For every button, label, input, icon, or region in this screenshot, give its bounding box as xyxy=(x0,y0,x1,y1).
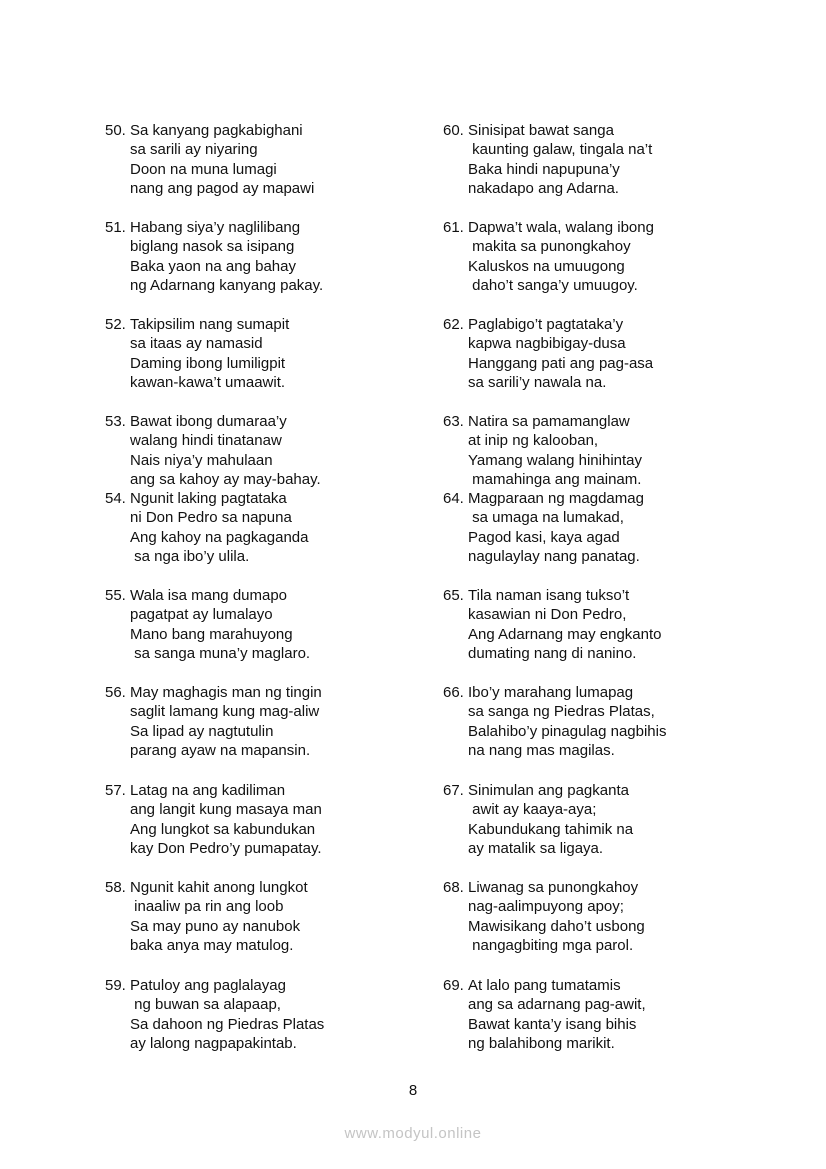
verse-line: awit ay kaaya-aya; xyxy=(468,801,597,819)
verse-line: Latag na ang kadiliman xyxy=(130,782,286,799)
stanza-lines xyxy=(468,121,652,199)
verse-line: pagatpat ay lumalayo xyxy=(130,606,273,624)
verse-line: sa sanga muna’y maglaro. xyxy=(130,645,311,663)
verse-line: sa sarili ay niyaring xyxy=(130,141,258,159)
verse-line: sa sanga ng Piedras Platas, xyxy=(468,703,655,721)
verse-line: baka anya may matulog. xyxy=(130,937,294,955)
stanza-lines xyxy=(130,412,321,490)
stanza-lines xyxy=(468,489,644,567)
verse-line: Balahibo’y pinagulag nagbihis xyxy=(468,722,667,740)
verse-line: inaaliw pa rin ang loob xyxy=(130,898,284,916)
stanza-number: 52. xyxy=(105,316,126,333)
verse-line: Bawat ibong dumaraa’y xyxy=(130,413,287,430)
verse-line: kawan-kawa’t umaawit. xyxy=(130,374,286,392)
verse-line: kapwa nagbibigay-dusa xyxy=(468,335,626,353)
verse-line: ay lalong nagpapakintab. xyxy=(130,1035,297,1053)
stanza-number: 67. xyxy=(443,782,464,799)
stanza-number: 60. xyxy=(443,122,464,139)
verse-line: kaunting galaw, tingala na’t xyxy=(468,141,653,159)
verse-line: Mano bang marahuyong xyxy=(130,625,293,643)
verse-line: Yamang walang hinihintay xyxy=(468,451,643,469)
verse-line: daho’t sanga’y umuugoy. xyxy=(468,277,638,295)
stanza-lines xyxy=(468,412,642,490)
verse-line: Magparaan ng magdamag xyxy=(468,490,644,507)
verse-line: nang ang pagod ay mapawi xyxy=(130,180,315,198)
verse-line: makita sa punongkahoy xyxy=(468,238,631,256)
verse-line: Ang kahoy na pagkaganda xyxy=(130,528,309,546)
stanza-number: 56. xyxy=(105,684,126,701)
stanza-number: 66. xyxy=(443,684,464,701)
verse-line: ng Adarnang kanyang pakay. xyxy=(130,277,324,295)
stanza-lines xyxy=(130,218,323,296)
verse-line: ang sa adarnang pag-awit, xyxy=(468,996,646,1014)
stanza-lines xyxy=(130,586,310,664)
verse-line: sa nga ibo’y ulila. xyxy=(130,548,250,566)
verse-line: Paglabigo’t pagtataka’y xyxy=(468,316,624,333)
page-number: 8 xyxy=(408,1082,418,1099)
stanza-lines xyxy=(468,878,645,956)
verse-line: ay matalik sa ligaya. xyxy=(468,840,604,858)
stanza-lines xyxy=(468,218,654,296)
stanza-number: 54. xyxy=(105,490,126,507)
stanza-lines xyxy=(130,121,314,199)
verse-line: Baka hindi napupuna’y xyxy=(468,160,620,178)
stanza-lines xyxy=(468,781,633,859)
stanza-lines xyxy=(468,586,661,664)
verse-line: saglit lamang kung mag-aliw xyxy=(130,703,320,721)
verse-line: Kaluskos na umuugong xyxy=(468,257,625,275)
verse-line: Nais niya’y mahulaan xyxy=(130,451,273,469)
verse-line: Natira sa pamamanglaw xyxy=(468,413,630,430)
verse-line: na nang mas magilas. xyxy=(468,742,615,760)
verse-line: nag-aalimpuyong apoy; xyxy=(468,898,624,916)
stanza-lines xyxy=(130,683,322,761)
verse-line: sa itaas ay namasid xyxy=(130,335,263,353)
verse-line: ang langit kung masaya man xyxy=(130,801,322,819)
verse-line: Mawisikang daho’t usbong xyxy=(468,917,645,935)
stanza-number: 51. xyxy=(105,219,126,236)
verse-line: Sa lipad ay nagtutulin xyxy=(130,722,274,740)
verse-line: ng balahibong marikit. xyxy=(468,1035,615,1053)
verse-line: Patuloy ang paglalayag xyxy=(130,977,286,994)
verse-line: walang hindi tinatanaw xyxy=(130,432,282,450)
verse-line: Hanggang pati ang pag-asa xyxy=(468,354,654,372)
verse-line: ni Don Pedro sa napuna xyxy=(130,509,292,527)
verse-line: Habang siya’y naglilibang xyxy=(130,219,301,236)
verse-line: sa sarili’y nawala na. xyxy=(468,374,607,392)
verse-line: mamahinga ang mainam. xyxy=(468,471,642,489)
verse-line: Bawat kanta’y isang bihis xyxy=(468,1015,637,1033)
verse-line: nagulaylay nang panatag. xyxy=(468,548,640,566)
verse-line: kay Don Pedro’y pumapatay. xyxy=(130,840,322,858)
stanza-number: 63. xyxy=(443,413,464,430)
verse-line: Daming ibong lumiligpit xyxy=(130,354,286,372)
verse-line: sa umaga na lumakad, xyxy=(468,509,624,527)
verse-line: Ibo’y marahang lumapag xyxy=(468,684,634,701)
verse-line: nakadapo ang Adarna. xyxy=(468,180,619,198)
verse-line: biglang nasok sa isipang xyxy=(130,238,295,256)
verse-line: nangagbiting mga parol. xyxy=(468,937,634,955)
verse-line: Ang lungkot sa kabundukan xyxy=(130,820,316,838)
verse-line: Sa kanyang pagkabighani xyxy=(130,122,303,139)
stanza-lines xyxy=(130,489,308,567)
stanza-lines xyxy=(130,781,322,859)
stanza-number: 53. xyxy=(105,413,126,430)
stanza-number: 65. xyxy=(443,587,464,604)
verse-line: Sinisipat bawat sanga xyxy=(468,122,614,139)
stanza-number: 58. xyxy=(105,879,126,896)
verse-line: ang sa kahoy ay may-bahay. xyxy=(130,471,321,489)
stanza-number: 57. xyxy=(105,782,126,799)
stanza-number: 64. xyxy=(443,490,464,507)
stanza-number: 62. xyxy=(443,316,464,333)
stanza-number: 69. xyxy=(443,977,464,994)
verse-line: At lalo pang tumatamis xyxy=(468,977,621,994)
stanza-lines xyxy=(468,315,653,393)
stanza-number: 55. xyxy=(105,587,126,604)
verse-line: Tila naman isang tukso’t xyxy=(468,587,630,604)
stanza-lines xyxy=(130,878,308,956)
stanza-number: 68. xyxy=(443,879,464,896)
verse-line: at inip ng kalooban, xyxy=(468,432,599,450)
verse-line: Liwanag sa punongkahoy xyxy=(468,879,639,896)
stanza-lines xyxy=(468,683,667,761)
verse-line: Dapwa’t wala, walang ibong xyxy=(468,219,654,236)
verse-line: Wala isa mang dumapo xyxy=(130,587,288,604)
verse-line: Sinimulan ang pagkanta xyxy=(468,782,629,799)
verse-line: Pagod kasi, kaya agad xyxy=(468,528,620,546)
verse-line: Ngunit kahit anong lungkot xyxy=(130,879,308,896)
stanza-lines xyxy=(468,976,646,1054)
verse-line: Sa may puno ay nanubok xyxy=(130,917,301,935)
stanza-lines xyxy=(130,976,324,1054)
verse-line: Ang Adarnang may engkanto xyxy=(468,625,662,643)
verse-line: Baka yaon na ang bahay xyxy=(130,257,296,275)
verse-line: Ngunit laking pagtataka xyxy=(130,490,287,507)
stanza-lines xyxy=(130,315,289,393)
verse-line: ng buwan sa alapaap, xyxy=(130,996,281,1014)
verse-line: Takipsilim nang sumapit xyxy=(130,316,290,333)
verse-line: kasawian ni Don Pedro, xyxy=(468,606,627,624)
stanza-number: 59. xyxy=(105,977,126,994)
stanza-number: 50. xyxy=(105,122,126,139)
verse-line: May maghagis man ng tingin xyxy=(130,684,322,701)
verse-line: Sa dahoon ng Piedras Platas xyxy=(130,1015,325,1033)
stanza-number: 61. xyxy=(443,219,464,236)
verse-line: Doon na muna lumagi xyxy=(130,160,277,178)
watermark: www.modyul.online xyxy=(344,1125,482,1142)
verse-line: dumating nang di nanino. xyxy=(468,645,637,663)
verse-line: parang ayaw na mapansin. xyxy=(130,742,311,760)
verse-line: Kabundukang tahimik na xyxy=(468,820,634,838)
